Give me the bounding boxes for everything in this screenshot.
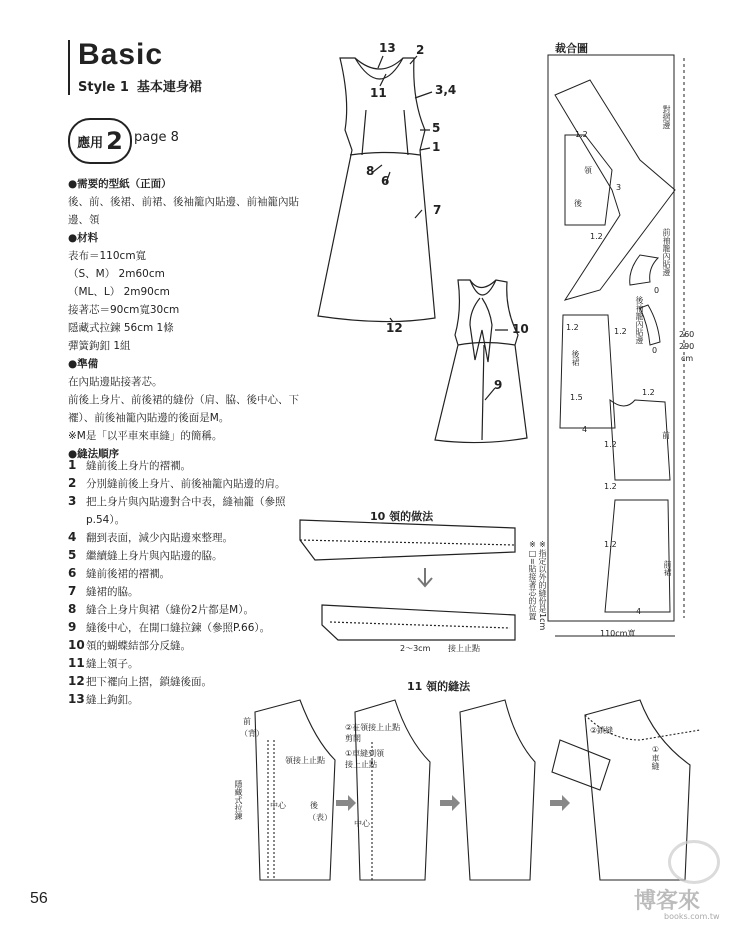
body-line: 隱藏式拉鍊 56cm 1條	[68, 322, 174, 334]
body-line: 前後上身片、前後裙的縫份（肩、脇、後中心、下	[68, 394, 299, 406]
sew-back-label: 後	[310, 801, 318, 810]
dress-back-outline	[435, 280, 527, 443]
collar-sew-title	[407, 678, 470, 694]
section-heading: ●需要的型紙（正面）	[68, 178, 172, 190]
step-number: 7	[68, 584, 77, 598]
step-number: 1	[68, 458, 77, 472]
collar-piece	[555, 80, 675, 300]
collar-sew-num: 11	[407, 680, 423, 693]
step3-bodice	[460, 700, 535, 880]
step-text: 分別縫前後上身片、前後袖籠內貼邊的肩。	[86, 478, 286, 490]
step-number: 11	[68, 656, 85, 670]
callout-9: 9	[494, 378, 503, 392]
dim-unit: cm	[681, 354, 694, 363]
back-label: 後	[574, 199, 582, 208]
body-line: 表布＝110cm寬	[68, 250, 147, 262]
body-line: ※M是「以平車來車縫」的簡稱。	[68, 430, 223, 442]
callout-8: 8	[366, 164, 375, 178]
step-text: 縫上領子。	[86, 658, 139, 670]
collar-method-note: 2〜3cm	[400, 644, 431, 653]
dress-back-waist	[458, 343, 515, 346]
step-text: 縫後中心，在開口縫拉鍊（參照P.66）。	[86, 622, 271, 634]
seam-c: 1.2	[566, 323, 579, 332]
sew-stop-label: 領接上止點	[285, 756, 325, 765]
body-line: 接著芯＝90cm寬30cm	[68, 304, 180, 316]
step-text: p.54）。	[86, 514, 126, 526]
collar-label: 領	[584, 166, 592, 175]
step-number: 12	[68, 674, 85, 688]
callout-6: 6	[381, 174, 390, 188]
step-text: 把下襬向上摺，鎖縫後面。	[86, 676, 212, 688]
front-bodice-piece	[610, 400, 670, 480]
callout-7: 7	[433, 203, 442, 217]
front-armhole-label: 前袖籠內貼邊	[662, 228, 671, 276]
front-skirt-label: 前裙	[663, 560, 672, 576]
seam-b: 1.2	[590, 232, 603, 241]
step-text: 翻到表面，減少內貼邊來整理。	[86, 532, 233, 544]
seam-f: 1.2	[614, 327, 627, 336]
collar-strip-1	[300, 520, 515, 560]
arrow-2	[440, 795, 460, 811]
body-line: 彈簧鉤釦 1組	[68, 340, 131, 352]
cutting-title: 裁合圖	[555, 42, 588, 55]
step-number: 13	[68, 692, 85, 706]
step-text: 縫上鉤釦。	[86, 694, 139, 706]
step-text: 領的蝴蝶結部分反縫。	[86, 640, 191, 652]
collar-sew-text: 領的縫法	[426, 680, 471, 693]
style-name: 基本連身裙	[136, 80, 202, 95]
step-text: 縫前後上身片的褶襉。	[86, 460, 191, 472]
step-number: 2	[68, 476, 77, 490]
application-number: 2	[106, 127, 123, 155]
section-heading: ●縫法順序	[68, 448, 120, 460]
front-skirt-piece	[605, 500, 670, 612]
watermark-url: books.com.tw	[664, 912, 720, 921]
collar-method-title	[370, 508, 433, 524]
callout-3-4: 3,4	[435, 83, 457, 97]
step-number: 5	[68, 548, 77, 562]
seam-a: 1.2	[575, 130, 588, 139]
seam-d: 1.5	[570, 393, 583, 402]
step-text: 縫合上身片與裙（縫份2片都是M）。	[86, 604, 254, 616]
sew-center-label: 中心	[270, 801, 286, 810]
callout-12: 12	[386, 321, 403, 335]
arrow-1	[336, 795, 356, 811]
collar-method-num: 10	[370, 510, 386, 523]
arrow-3	[550, 795, 570, 811]
sew-back-sub: （表）	[308, 813, 332, 822]
sew-s2-label: ②在領接上止點剪開	[345, 723, 401, 743]
sew-s3-label: ②鎖縫	[590, 726, 614, 735]
style-number: Style 1	[78, 80, 129, 95]
body-line: 後、前、後裙、前裙、後袖籠內貼邊、前袖籠內貼	[68, 196, 299, 208]
dress-back-bow	[470, 298, 492, 362]
dress-front-dart1	[362, 110, 366, 155]
dress-back-center	[482, 345, 484, 440]
callout-11: 11	[370, 86, 387, 100]
collar-method-text: 領的做法	[389, 510, 434, 523]
callout-5: 5	[432, 121, 441, 135]
seam-h: 4	[636, 607, 642, 616]
step-text: 縫前後裙的褶襉。	[86, 568, 170, 580]
callout-1: 1	[432, 140, 441, 154]
sew-front-sub: （背）	[240, 729, 264, 738]
seam-m: 0	[654, 286, 660, 295]
callout-10: 10	[512, 322, 529, 336]
seam-g: 1.2	[642, 388, 655, 397]
width-label: 110cm寬	[600, 629, 636, 638]
callout-2: 2	[416, 43, 425, 57]
seam-n: 0	[652, 346, 658, 355]
sew-s4-label: ①車縫	[651, 745, 660, 770]
watermark-circle	[668, 840, 720, 884]
collar-method-stop: 接上止點	[448, 644, 480, 653]
body-line: 邊、領	[68, 214, 100, 226]
back-armhole-label: 後袖籠內貼邊	[635, 296, 644, 344]
back-bodice-piece	[565, 135, 612, 225]
seam-note-2: ※□=貼接著芯的位置	[528, 540, 537, 621]
step-number: 9	[68, 620, 77, 634]
step-number: 8	[68, 602, 77, 616]
sew-center2-label: 中心	[354, 819, 370, 828]
body-line: 襬）、前後袖籠內貼邊的後面是M。	[68, 412, 230, 424]
sew-s1-label: ①車縫到領接上止點	[345, 749, 385, 769]
application-label: 應用	[77, 135, 104, 151]
fabric-rect	[548, 55, 674, 621]
body-line: （S、M） 2m60cm	[68, 268, 165, 280]
page-title: Basic	[78, 38, 164, 71]
seam-k: 1.2	[604, 540, 617, 549]
page-reference: page 8	[134, 130, 179, 145]
step-text: 繼續縫上身片與內貼邊的脇。	[86, 550, 223, 562]
body-line: （ML、L） 2m90cm	[68, 286, 170, 298]
step-text: 把上身片與內貼邊對合中表，縫袖籠（參照	[86, 496, 286, 508]
seam-i: 1.2	[604, 440, 617, 449]
section-heading: ●準備	[68, 358, 99, 370]
step-number: 4	[68, 530, 77, 544]
seam-note: ※指定以外的縫份是1cm	[538, 540, 547, 631]
dress-front-dart2	[404, 110, 408, 155]
step1-bodice	[255, 700, 335, 880]
front-armhole-facing	[630, 255, 658, 285]
watermark-text: 博客來	[634, 889, 701, 914]
step-number: 6	[68, 566, 77, 580]
watermark-logo	[626, 836, 736, 924]
seam-e: 4	[582, 425, 588, 434]
dress-front-waist	[350, 153, 420, 156]
seam-l: 3	[616, 183, 622, 192]
back-skirt-label: 後裙	[571, 350, 580, 366]
fold-label: 對摺邊	[662, 105, 671, 129]
front-label: 前	[662, 431, 670, 440]
callout-13: 13	[379, 41, 396, 55]
seam-j: 1.2	[604, 482, 617, 491]
step-text: 縫裙的脇。	[86, 586, 139, 598]
sew-front-label: 前	[243, 717, 251, 726]
dim-290: 290	[679, 342, 695, 351]
step-number: 3	[68, 494, 77, 508]
page-number: 56	[30, 890, 48, 907]
section-heading: ●材料	[68, 232, 99, 244]
body-line: 在內貼邊貼接著芯。	[68, 376, 163, 388]
sew-zipper-label: 隱藏式拉鍊	[234, 780, 243, 820]
step-number: 10	[68, 638, 85, 652]
dim-260: 260	[679, 330, 695, 339]
down-arrow	[418, 568, 432, 586]
